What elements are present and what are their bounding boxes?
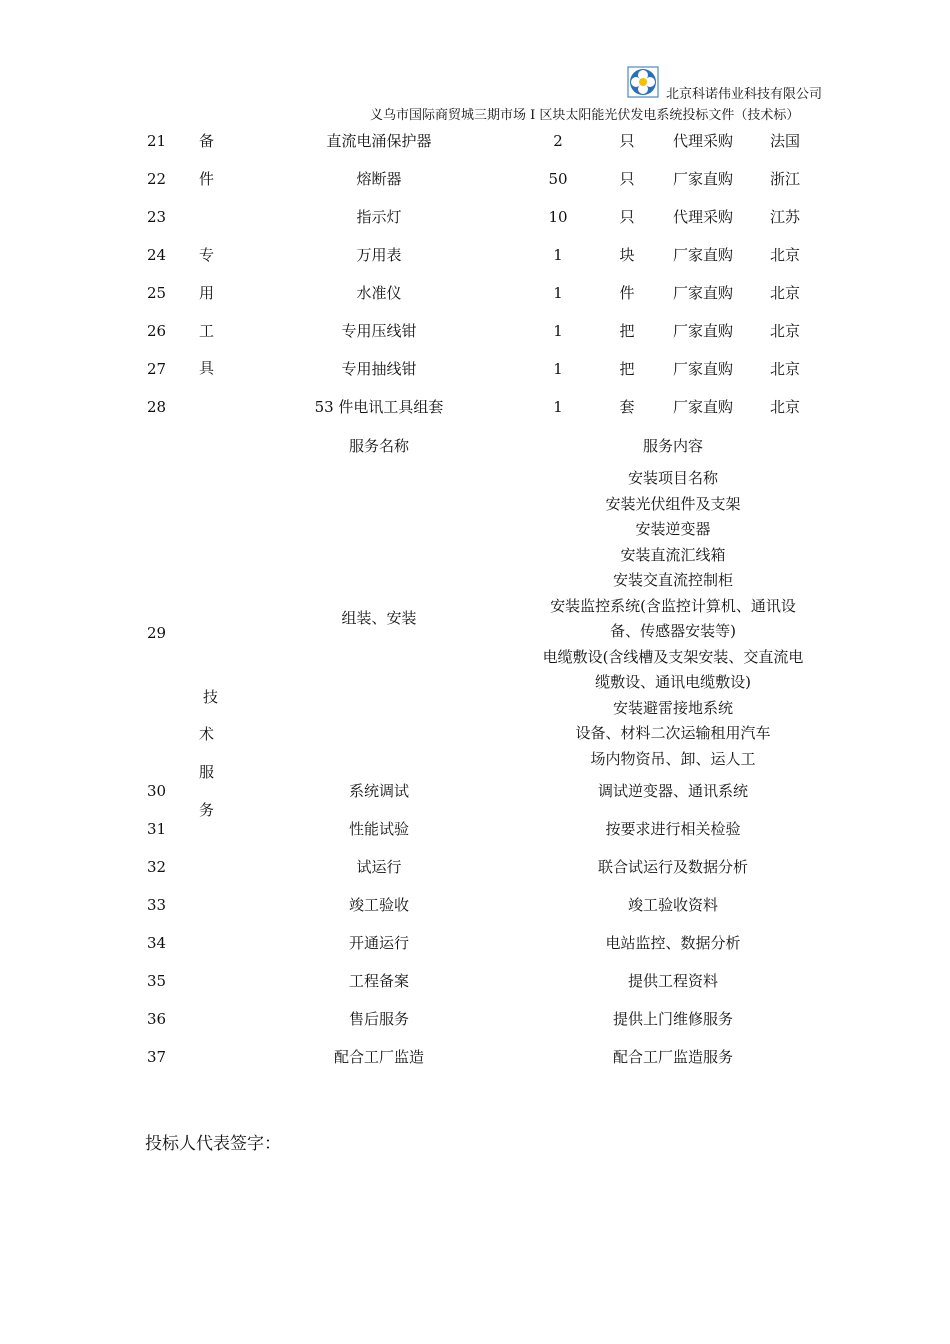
- service-content-header: 服务内容: [642, 437, 704, 455]
- item-origin: 浙江: [769, 170, 801, 188]
- install-content-line: 安装项目名称: [627, 469, 719, 487]
- item-quantity: 1: [553, 246, 563, 264]
- item-purchase-method: 厂家直购: [672, 322, 734, 340]
- service-content: 电站监控、数据分析: [605, 934, 741, 952]
- install-content-line: 安装交直流控制柜: [612, 571, 734, 589]
- group-char: 具: [199, 359, 215, 377]
- item-name: 熔断器: [356, 170, 402, 188]
- item-unit: 件: [619, 284, 635, 302]
- install-content-line: 电缆敷设(含线槽及支架安装、交直流电: [542, 648, 804, 666]
- item-purchase-method: 厂家直购: [672, 360, 734, 378]
- install-content-line: 缆敷设、通讯电缆敷设): [595, 673, 751, 691]
- service-name-header: 服务名称: [348, 437, 410, 455]
- install-content-line: 备、传感器安装等): [610, 622, 736, 640]
- item-number: 33: [147, 896, 167, 914]
- install-content-line: 场内物资吊、卸、运人工: [590, 750, 756, 768]
- service-content: 提供上门维修服务: [612, 1010, 734, 1028]
- item-origin: 北京: [769, 360, 801, 378]
- item-name: 53 件电讯工具组套: [314, 398, 444, 416]
- group-char: 技: [203, 688, 219, 706]
- service-content: 按要求进行相关检验: [605, 820, 741, 838]
- company-logo-icon: [627, 66, 659, 98]
- item-purchase-method: 厂家直购: [672, 398, 734, 416]
- install-content-line: 安装逆变器: [635, 520, 711, 538]
- item-origin: 北京: [769, 246, 801, 264]
- item-quantity: 2: [553, 132, 563, 150]
- item-number: 30: [147, 782, 167, 800]
- item-origin: 北京: [769, 284, 801, 302]
- item-number: 34: [147, 934, 167, 952]
- item-name: 水准仪: [356, 284, 402, 302]
- item-purchase-method: 代理采购: [672, 132, 734, 150]
- item-unit: 块: [619, 246, 635, 264]
- service-name: 组装、安装: [341, 609, 417, 627]
- item-quantity: 1: [553, 322, 563, 340]
- service-content: 竣工验收资料: [627, 896, 719, 914]
- group-char: 服: [199, 763, 215, 781]
- item-purchase-method: 厂家直购: [672, 284, 734, 302]
- item-unit: 把: [619, 360, 635, 378]
- item-purchase-method: 厂家直购: [672, 170, 734, 188]
- item-name: 指示灯: [356, 208, 402, 226]
- item-unit: 只: [619, 132, 635, 150]
- item-origin: 江苏: [769, 208, 801, 226]
- item-number: 26: [147, 322, 167, 340]
- group-char: 专: [199, 246, 215, 264]
- item-unit: 把: [619, 322, 635, 340]
- install-content-line: 设备、材料二次运输租用汽车: [575, 724, 771, 742]
- item-number: 23: [147, 208, 167, 226]
- item-origin: 北京: [769, 398, 801, 416]
- item-number: 35: [147, 972, 167, 990]
- service-name: 配合工厂监造: [333, 1048, 425, 1066]
- service-name: 试运行: [356, 858, 402, 876]
- item-unit: 只: [619, 208, 635, 226]
- item-quantity: 1: [553, 284, 563, 302]
- service-name: 开通运行: [348, 934, 410, 952]
- item-name: 专用抽线钳: [341, 360, 417, 378]
- group-char: 件: [199, 170, 215, 188]
- item-quantity: 10: [548, 208, 568, 226]
- service-name: 系统调试: [348, 782, 410, 800]
- item-number: 29: [147, 624, 167, 642]
- group-char: 备: [199, 132, 215, 150]
- item-number: 24: [147, 246, 167, 264]
- group-char: 术: [199, 725, 215, 743]
- item-unit: 只: [619, 170, 635, 188]
- install-content-line: 安装避雷接地系统: [612, 699, 734, 717]
- item-quantity: 50: [548, 170, 568, 188]
- item-number: 22: [147, 170, 167, 188]
- service-name: 性能试验: [348, 820, 410, 838]
- install-content-line: 安装光伏组件及支架: [605, 495, 741, 513]
- item-number: 28: [147, 398, 167, 416]
- item-unit: 套: [619, 398, 635, 416]
- item-number: 25: [147, 284, 167, 302]
- service-content: 调试逆变器、通讯系统: [597, 782, 749, 800]
- item-purchase-method: 代理采购: [672, 208, 734, 226]
- group-char: 工: [199, 322, 215, 340]
- document-title: 义乌市国际商贸城三期市场 I 区块太阳能光伏发电系统投标文件（技术标）: [370, 108, 800, 123]
- install-content-line: 安装监控系统(含监控计算机、通讯设: [550, 597, 796, 615]
- item-number: 37: [147, 1048, 167, 1066]
- item-number: 32: [147, 858, 167, 876]
- signature-label: 投标人代表签字：: [145, 1134, 281, 1154]
- service-content: 提供工程资料: [627, 972, 719, 990]
- item-purchase-method: 厂家直购: [672, 246, 734, 264]
- item-number: 36: [147, 1010, 167, 1028]
- item-quantity: 1: [553, 360, 563, 378]
- group-char: 务: [199, 801, 215, 819]
- item-origin: 北京: [769, 322, 801, 340]
- service-name: 售后服务: [348, 1010, 410, 1028]
- install-content-line: 安装直流汇线箱: [620, 546, 726, 564]
- item-name: 万用表: [356, 246, 402, 264]
- service-content: 配合工厂监造服务: [612, 1048, 734, 1066]
- item-origin: 法国: [769, 132, 801, 150]
- item-number: 31: [147, 820, 167, 838]
- service-content: 联合试运行及数据分析: [597, 858, 749, 876]
- service-name: 工程备案: [348, 972, 410, 990]
- group-char: 用: [199, 284, 215, 302]
- item-number: 27: [147, 360, 167, 378]
- item-name: 直流电涌保护器: [326, 132, 432, 150]
- service-name: 竣工验收: [348, 896, 410, 914]
- company-name: 北京科诺伟业科技有限公司: [666, 87, 823, 102]
- item-quantity: 1: [553, 398, 563, 416]
- item-number: 21: [147, 132, 167, 150]
- item-name: 专用压线钳: [341, 322, 417, 340]
